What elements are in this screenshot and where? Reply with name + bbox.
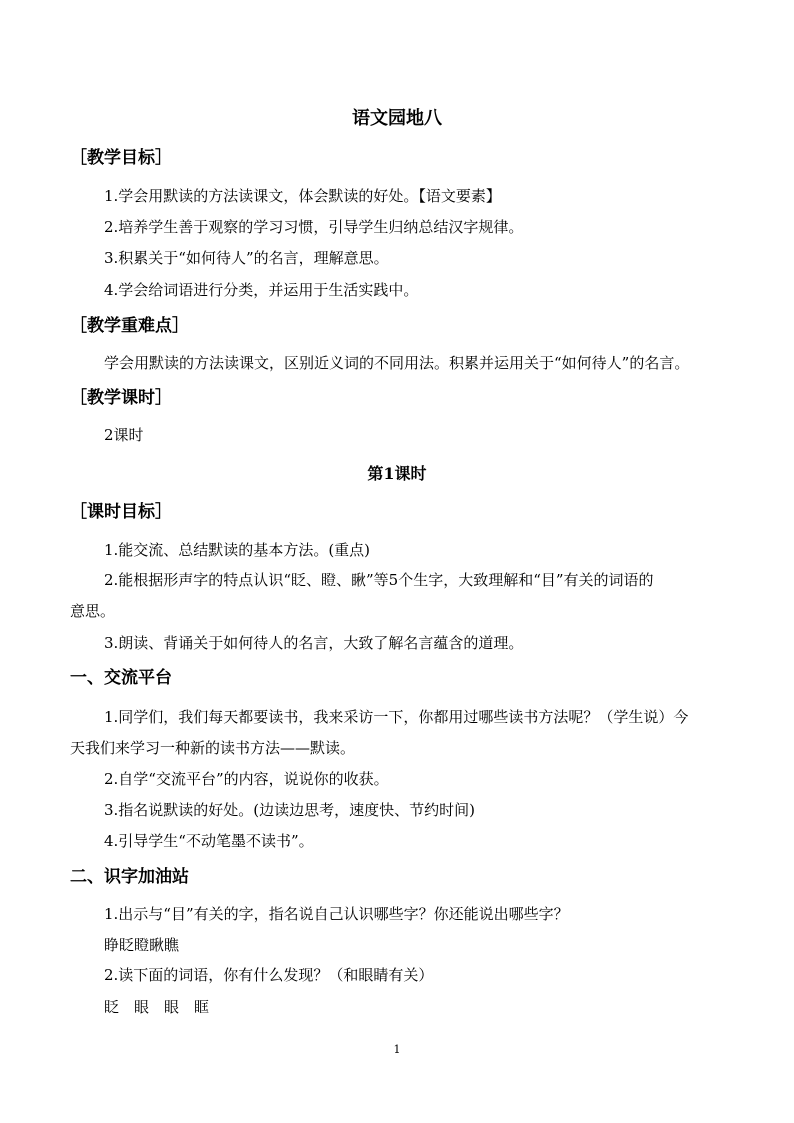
goal-item: 2.培养学生善于观察的学习习惯，引导学生归纳总结汉字规律。 [104, 218, 524, 236]
lesson-goal-item: 3.朗读、背诵关于如何待人的名言，大致了解名言蕴含的道理。 [104, 634, 524, 652]
part1-line: 1.同学们，我们每天都要读书，我来采访一下，你都用过哪些读书方法呢？（学生说）今 [104, 708, 689, 726]
part2-line: 1.出示与“目”有关的字，指名说自己认识哪些字？你还能说出哪些字？ [104, 905, 569, 923]
goals-heading: ［教学目标］ [70, 148, 172, 168]
hours-text: 2课时 [104, 426, 144, 444]
key-points-text: 学会用默读的方法读课文，区别近义词的不同用法。积累并运用关于“如何待人”的名言。 [104, 354, 690, 372]
lesson-goal-item: 意思。 [70, 602, 116, 620]
part2-line: 2.读下面的词语，你有什么发现？（和眼睛有关） [104, 966, 434, 984]
lesson-goal-item: 2.能根据形声字的特点认识“眨、瞪、瞅”等5个生字，大致理解和“目”有关的词语的 [104, 571, 654, 589]
hours-heading: ［教学课时］ [70, 388, 172, 408]
document-title: 语文园地八 [352, 108, 442, 129]
part2-heading: 二、识字加油站 [70, 867, 189, 887]
goal-item: 4.学会给词语进行分类，并运用于生活实践中。 [104, 281, 419, 299]
part1-line: 天我们来学习一种新的读书方法——默读。 [70, 739, 356, 757]
part1-line: 2.自学“交流平台”的内容，说说你的收获。 [104, 770, 389, 788]
lesson-goals-heading: ［课时目标］ [70, 502, 172, 522]
part2-line: 睁眨瞪瞅瞧 [104, 936, 180, 954]
part1-line: 3.指名说默读的好处。(边读边思考，速度快、节约时间) [104, 801, 476, 819]
goal-item: 1.学会用默读的方法读课文，体会默读的好处。【语文要素】 [104, 187, 501, 205]
lesson-title: 第1课时 [367, 464, 427, 483]
part2-line: 眨 眼 眼 眶 [104, 998, 210, 1016]
part1-line: 4.引导学生“不动笔墨不读书”。 [104, 832, 314, 850]
lesson-goal-item: 1.能交流、总结默读的基本方法。(重点) [104, 541, 371, 559]
part1-heading: 一、交流平台 [70, 668, 172, 688]
key-points-heading: ［教学重难点］ [70, 316, 189, 336]
page-number: 1 [393, 1043, 401, 1056]
goal-item: 3.积累关于“如何待人”的名言，理解意思。 [104, 249, 389, 267]
